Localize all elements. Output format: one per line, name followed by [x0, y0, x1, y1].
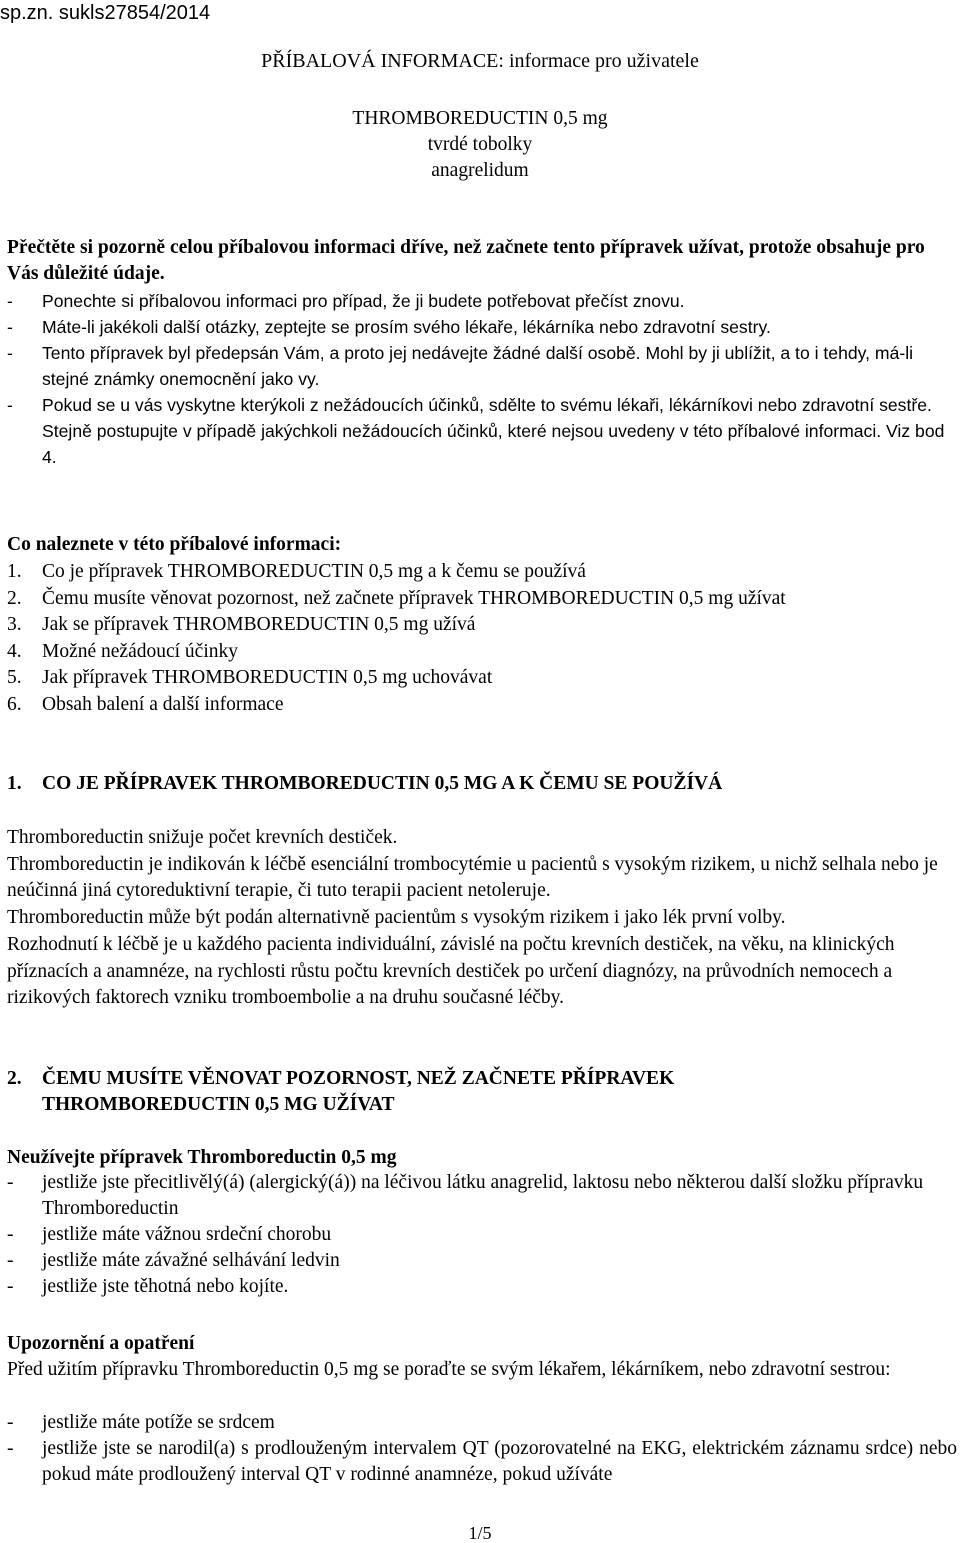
- toc-item-3[interactable]: [7, 612, 957, 639]
- bullet-dash: -: [7, 1412, 14, 1433]
- warnings-list: [7, 1410, 957, 1488]
- list-item: [7, 1222, 957, 1248]
- product-name: THROMBOREDUCTIN 0,5 mg: [352, 108, 608, 129]
- active-substance: anagrelidum: [431, 160, 529, 181]
- list-item: [7, 1170, 957, 1222]
- product-header: [0, 106, 960, 184]
- toc-text: Co je přípravek THROMBOREDUCTIN 0,5 mg a k čemu se používá: [42, 561, 586, 582]
- toc-number: 5.: [7, 667, 22, 689]
- toc-item-4[interactable]: [7, 639, 957, 666]
- bullet-dash: -: [7, 395, 13, 415]
- paragraph: Rozhodnutí k léčbě je u každého pacienta individuální, závislé na počtu krevních destiček, na věku, na klinických příznacích a anamnéze, na rychlosti růstu počtu krevních destiček po určení diagnózy, na průvodních nemocech a rizikových faktorech vzniku tromboembolie a na druhu současné léčby.: [7, 933, 895, 1009]
- list-item-text: jestliže jste přecitlivělý(á) (alergický(á)) na léčivou látku anagrelid, laktosu nebo některou další složku přípravku Thromboreductin: [42, 1172, 924, 1219]
- section-title: CO JE PŘÍPRAVEK THROMBOREDUCTIN 0,5 MG A K ČEMU SE POUŽÍVÁ: [42, 773, 723, 794]
- toc-item-2[interactable]: [7, 586, 957, 613]
- toc-text: Čemu musíte věnovat pozornost, než začnete přípravek THROMBOREDUCTIN 0,5 mg užívat: [42, 587, 786, 609]
- toc-number: 4.: [7, 640, 22, 662]
- page-number: 1/5: [468, 1523, 492, 1543]
- list-item: [7, 392, 957, 470]
- product-form: tvrdé tobolky: [427, 134, 533, 155]
- list-item: [7, 1248, 957, 1274]
- table-of-contents: [7, 559, 957, 719]
- bullet-dash: -: [7, 1438, 14, 1459]
- toc-item-1[interactable]: [7, 559, 957, 586]
- do-not-use-list: [7, 1170, 957, 1300]
- section-2-heading: [7, 1066, 957, 1118]
- bullet-dash: -: [7, 1276, 14, 1297]
- section-1-heading: [7, 771, 957, 797]
- toc-text: Jak se přípravek THROMBOREDUCTIN 0,5 mg užívá: [42, 614, 476, 636]
- paragraph: Thromboreductin může být podán alternativně pacientům s vysokým rizikem i jako lék první volby.: [7, 907, 786, 929]
- list-item: [7, 314, 957, 340]
- list-item: [7, 1410, 957, 1436]
- toc-text: Možné nežádoucí účinky: [42, 640, 239, 662]
- list-item-text: jestliže jste těhotná nebo kojíte.: [42, 1276, 289, 1297]
- toc-item-6[interactable]: [7, 692, 957, 719]
- bullet-dash: -: [7, 317, 13, 337]
- list-item-text: jestliže máte potíže se srdcem: [42, 1412, 275, 1433]
- toc-number: 1.: [7, 561, 22, 582]
- bullet-dash: -: [7, 343, 13, 363]
- section-1-body: [7, 825, 957, 1012]
- do-not-use-heading: Neužívejte přípravek Thromboreductin 0,5 mg: [7, 1147, 397, 1168]
- list-item-text: jestliže máte závažné selhávání ledvin: [42, 1250, 340, 1271]
- list-item-text: jestliže jste se narodil(a) s prodlouženým intervalem QT (pozorovatelné na EKG, elektrickém záznamu srdce) nebo pokud máte prodloužený interval QT v rodinné anamnéze, pokud užíváte: [42, 1438, 957, 1485]
- toc-number: 3.: [7, 614, 22, 636]
- paragraph: Thromboreductin snižuje počet krevních destiček.: [7, 827, 398, 848]
- list-item: [7, 340, 957, 392]
- warnings-intro: [7, 1357, 957, 1383]
- bullet-dash: -: [7, 1250, 14, 1271]
- paragraph: Thromboreductin je indikován k léčbě esenciální trombocytémie u pacientů s vysokým rizikem, u nichž selhala nebo je neúčinná jiná cytoreduktivní terapie, či tuto terapii pacient netoleruje.: [7, 853, 938, 902]
- toc-text: Jak přípravek THROMBOREDUCTIN 0,5 mg uchovávat: [42, 667, 493, 689]
- list-item-text: Tento přípravek byl předepsán Vám, a proto jej nedávejte žádné další osobě. Mohl by ji ublížit, a to i tehdy, má-li stejné známky onemocnění jako vy.: [42, 343, 914, 389]
- list-item-text: Pokud se u vás vyskytne kterýkoli z nežádoucích účinků, sdělte to svému lékaři, lékárníkovi nebo zdravotní sestře. Stejně postupujte v případě jakýchkoli nežádoucích účinků, které nejsou uvedeny v této příbalové informaci. Viz bod 4.: [42, 395, 945, 467]
- document-title: PŘÍBALOVÁ INFORMACE: informace pro uživatele: [261, 50, 699, 72]
- list-item-text: Máte-li jakékoli další otázky, zeptejte se prosím svého lékaře, lékárníka nebo zdravotní sestry.: [42, 317, 771, 337]
- intro-list: [7, 288, 957, 470]
- section-number: 2.: [7, 1068, 22, 1089]
- section-title-line2: THROMBOREDUCTIN 0,5 MG UŽÍVAT: [42, 1094, 395, 1115]
- warnings-heading: Upozornění a opatření: [7, 1333, 195, 1354]
- toc-number: 2.: [7, 587, 22, 609]
- list-item-text: Ponechte si příbalovou informaci pro případ, že ji budete potřebovat přečíst znovu.: [42, 291, 685, 311]
- intro-notice: Přečtěte si pozorně celou příbalovou informaci dříve, než začnete tento přípravek užívat, protože obsahuje pro Vás důležité údaje.: [7, 237, 925, 284]
- bullet-dash: -: [7, 291, 13, 311]
- list-item-text: jestliže máte vážnou srdeční chorobu: [42, 1224, 332, 1245]
- toc-heading: Co naleznete v této příbalové informaci:: [7, 534, 342, 555]
- toc-text: Obsah balení a další informace: [42, 693, 284, 715]
- bullet-dash: -: [7, 1172, 14, 1193]
- reference-number: sp.zn. sukls27854/2014: [0, 2, 211, 24]
- bullet-dash: -: [7, 1224, 14, 1245]
- list-item: [7, 1274, 957, 1300]
- section-number: 1.: [7, 773, 22, 794]
- toc-item-5[interactable]: [7, 665, 957, 692]
- toc-number: 6.: [7, 693, 22, 715]
- list-item: [7, 1436, 957, 1488]
- list-item: [7, 288, 957, 314]
- paragraph: Před užitím přípravku Thromboreductin 0,5 mg se poraďte se svým lékařem, lékárníkem, nebo zdravotní sestrou:: [7, 1359, 891, 1380]
- section-title-line1: ČEMU MUSÍTE VĚNOVAT POZORNOST, NEŽ ZAČNETE PŘÍPRAVEK: [42, 1068, 675, 1089]
